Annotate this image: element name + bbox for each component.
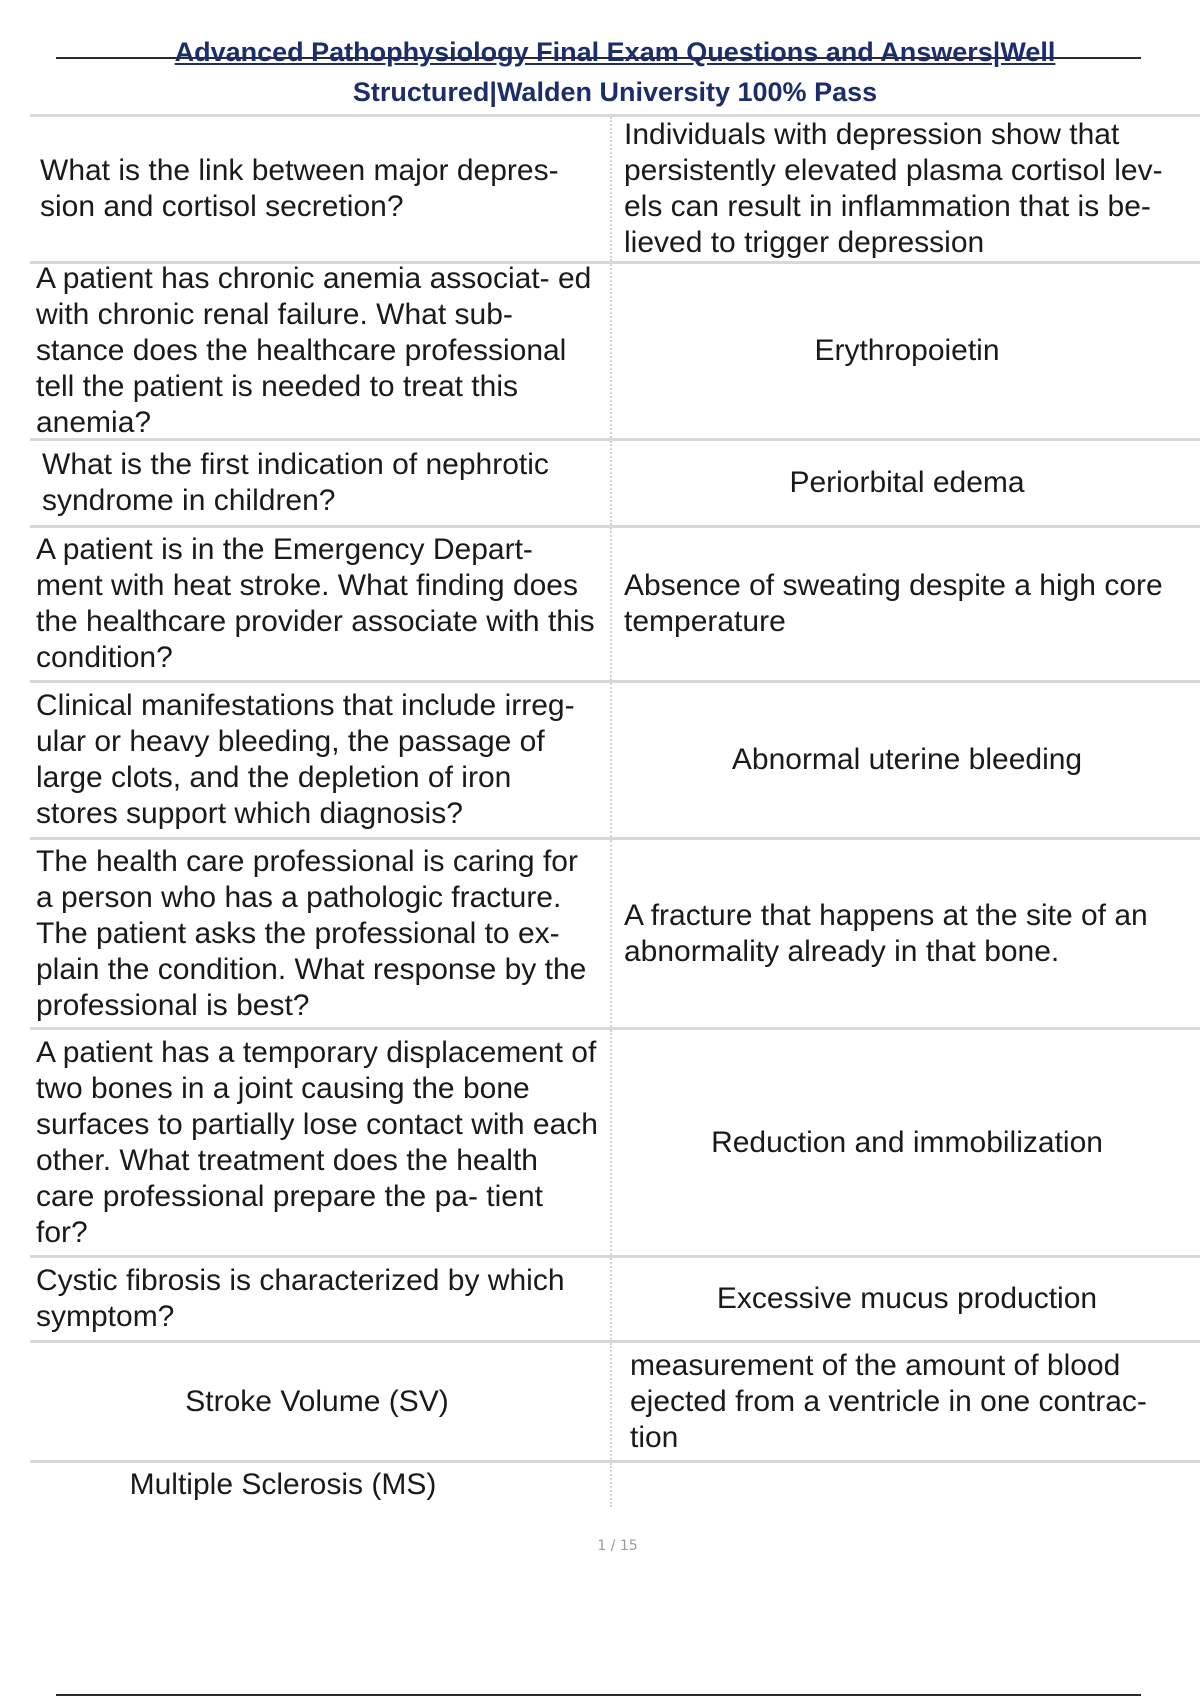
title-line-1: Advanced Pathophysiology Final Exam Questions and Answers|Well: [174, 37, 1056, 67]
question-cell: A patient has chronic anemia associat- ed with chronic renal failure. What sub- stance does the healthcare professional tell the patient is needed to treat this anemia?: [30, 264, 612, 438]
question-cell: Clinical manifestations that include irreg- ular or heavy bleeding, the passage of large clots, and the depletion of iron stores support which diagnosis?: [30, 683, 612, 837]
table-row: [30, 680, 1200, 837]
answer-cell: A fracture that happens at the site of an abnormality already in that bone.: [624, 898, 1148, 968]
table-row: [30, 1255, 1200, 1340]
table-row: [30, 1027, 1200, 1255]
question-cell: Multiple Sclerosis (MS): [30, 1463, 612, 1507]
question-cell: What is the first indication of nephrotic syndrome in children?: [30, 441, 612, 525]
table-row: [30, 525, 1200, 680]
question-cell: Cystic fibrosis is characterized by which symptom?: [30, 1258, 612, 1340]
answer-cell: Periorbital edema: [789, 466, 1025, 499]
answer-cell: Excessive mucus production: [716, 1282, 1098, 1315]
answer-cell: measurement of the amount of blood ejected from a ventricle in one contrac- tion: [630, 1348, 1147, 1454]
table-row: [30, 837, 1200, 1027]
answer-cell: [612, 1463, 1200, 1523]
question-cell: The health care professional is caring for a person who has a pathologic fracture. The patient asks the professional to ex- plain the condition. What response by the professional is best?: [30, 840, 612, 1027]
table-row: [30, 438, 1200, 525]
bottom-rule: [56, 1694, 1141, 1696]
question-cell: Stroke Volume (SV): [30, 1343, 612, 1460]
answer-cell: Reduction and immobilization: [711, 1125, 1103, 1159]
page-number: 1 / 15: [597, 1538, 638, 1554]
table-row: [30, 1340, 1200, 1460]
question-cell: A patient has a temporary displacement of two bones in a joint causing the bone surfaces to partially lose contact with each other. What treatment does the health care professional prepare the pa- tient for?: [30, 1030, 612, 1255]
table-row: [30, 1460, 1200, 1520]
qa-table: [30, 114, 1200, 1520]
table-row: [30, 261, 1200, 438]
question-cell: What is the link between major depres- sion and cortisol secretion?: [30, 117, 612, 261]
answer-cell: Abnormal uterine bleeding: [731, 743, 1083, 776]
answer-cell: Erythropoietin: [814, 334, 1000, 367]
question-cell: A patient is in the Emergency Depart- ment with heat stroke. What finding does the healthcare provider associate with this condition?: [30, 528, 612, 680]
answer-cell: Absence of sweating despite a high core temperature: [624, 569, 1163, 638]
title-line-2: Structured|Walden University 100% Pass: [352, 77, 878, 107]
table-row: [30, 114, 1200, 261]
document-title: [30, 32, 1200, 112]
answer-cell: Individuals with depression show that persistently elevated plasma cortisol lev- els can result in inflammation that is be- lieved to trigger depression: [624, 118, 1163, 259]
